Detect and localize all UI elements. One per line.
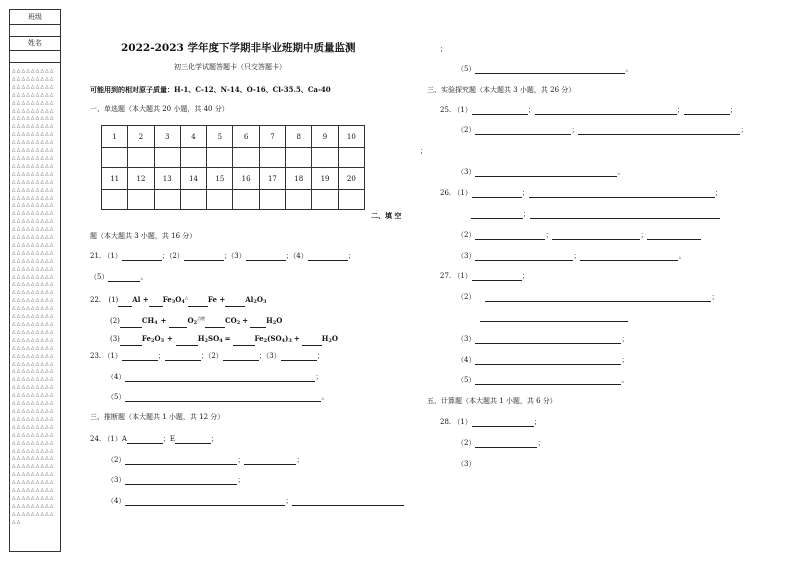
q-number: 20: [338, 168, 364, 190]
q22-blank[interactable]: [169, 319, 187, 328]
section1-title: 一、单选题（本大题共 20 小题，共 40 分）: [90, 105, 229, 113]
q-number: 2: [128, 126, 154, 148]
answer-cell[interactable]: [102, 148, 128, 168]
section5-title: 五、计算题（本大题共 1 小题，共 6 分）: [427, 397, 557, 405]
answer-cell[interactable]: [233, 148, 259, 168]
q26-line1: 26. （1） ； ；: [440, 189, 722, 197]
q22-blank[interactable]: [205, 319, 225, 328]
q21-blank2[interactable]: [184, 252, 224, 261]
grid-number-row: [102, 126, 365, 148]
q28-line1: 28. （1） ；: [440, 418, 541, 426]
q22-line2: (2) $CH_4 + O_2^{点燃}$ $CO_2 + H_2O$: [110, 316, 283, 326]
q26-blank[interactable]: [530, 210, 720, 219]
q-number: 1: [102, 126, 128, 148]
page-title: 2022-2023 学年度下学期非毕业班期中质量监测: [121, 42, 356, 54]
q27-line3: （3） ；: [457, 335, 629, 343]
q27-line5: （5） 。: [457, 376, 629, 384]
q24-blank-a[interactable]: [127, 435, 163, 444]
q-number: 10: [338, 126, 364, 148]
q-number: 6: [233, 126, 259, 148]
q-number: 17: [259, 168, 285, 190]
q28-blank[interactable]: [475, 439, 537, 448]
answer-cell[interactable]: [128, 148, 154, 168]
q26-blank[interactable]: [647, 231, 701, 240]
q23-blank4[interactable]: [125, 373, 315, 382]
q25-blank[interactable]: [578, 126, 740, 135]
page-mark: ；: [440, 45, 447, 53]
q21-line2: （5） 。: [90, 273, 148, 281]
q24-line2: （2） ； ；: [107, 456, 304, 464]
q23-5-line: （5） 。: [457, 65, 633, 73]
q26-blank[interactable]: [472, 189, 522, 198]
q26-line2: （2） ； ；: [457, 231, 701, 240]
q26-blank[interactable]: [471, 210, 523, 219]
q25-line1: 25. （1） ； ； ；: [440, 106, 737, 114]
q-number: 5: [207, 126, 233, 148]
section2-title-a: 二、填 空: [371, 211, 402, 220]
q25-blank[interactable]: [475, 126, 571, 135]
q24-line4: （4） ；: [107, 497, 404, 506]
q-number: 9: [312, 126, 338, 148]
q26-line1b: ；: [471, 210, 720, 219]
section4-title: 三、实验探究题（本大题共 3 小题，共 26 分）: [427, 86, 576, 94]
q26-blank[interactable]: [552, 231, 640, 240]
q22-blank[interactable]: [118, 298, 132, 307]
q24-blank[interactable]: [125, 476, 237, 485]
answer-cell[interactable]: [207, 148, 233, 168]
q-number: 4: [180, 126, 206, 148]
name-label: 姓名: [10, 36, 60, 51]
choice-answer-grid: [101, 125, 365, 210]
q24-line3: （3） ；: [107, 476, 245, 484]
grid-answer-row: [102, 190, 365, 210]
q27-extra-line[interactable]: [480, 321, 628, 322]
q27-blank[interactable]: [485, 293, 711, 302]
q26-blank[interactable]: [475, 252, 573, 261]
answer-cell[interactable]: [154, 148, 180, 168]
q26-line3: （3） ； 。: [457, 252, 686, 260]
q21-blank5[interactable]: [108, 273, 140, 282]
q-number: 3: [154, 126, 180, 148]
page-subtitle: 初三化学试题答题卡（只交答题卡）: [174, 63, 286, 71]
q22-blank[interactable]: [120, 337, 142, 346]
grid-number-row: [102, 168, 365, 190]
q22-blank[interactable]: [188, 298, 208, 307]
q23-blank[interactable]: [223, 352, 259, 361]
q27-line4: （4） ；: [457, 356, 629, 364]
q25-blank[interactable]: [535, 106, 677, 115]
q23-line4: （4） ；: [107, 373, 323, 381]
q22-blank[interactable]: [302, 337, 322, 346]
q22-blank[interactable]: [250, 319, 266, 328]
answer-cell[interactable]: [338, 190, 364, 210]
q22-blank[interactable]: [225, 298, 245, 307]
q26-blank[interactable]: [529, 189, 715, 198]
answer-cell[interactable]: [259, 190, 285, 210]
answer-cell[interactable]: [180, 190, 206, 210]
q21-blank3[interactable]: [246, 252, 286, 261]
answer-cell[interactable]: [180, 148, 206, 168]
q21-blank1[interactable]: [122, 252, 162, 261]
q-number: 7: [259, 126, 285, 148]
q-number: 16: [233, 168, 259, 190]
q25-blank[interactable]: [472, 106, 528, 115]
q-number: 15: [207, 168, 233, 190]
q24-line1: 24. （1）A ；E ；: [90, 435, 219, 443]
q-number: 12: [128, 168, 154, 190]
answer-cell[interactable]: [259, 148, 285, 168]
answer-cell[interactable]: [154, 190, 180, 210]
q23-blank[interactable]: [122, 352, 158, 361]
class-label: 班级: [10, 10, 60, 25]
binding-strip: [9, 9, 61, 552]
q23-5-blank[interactable]: [475, 65, 625, 74]
q25-line2: （2） ； ；: [457, 126, 748, 134]
name-field[interactable]: [10, 50, 60, 63]
answer-cell[interactable]: [338, 148, 364, 168]
q24-blank-e[interactable]: [175, 435, 211, 444]
atomic-masses: 可能用到的相对原子质量：H-1、C-12、N-14、O-16、Cl-35.5、Ca-40: [90, 85, 331, 94]
q21-line1: 21. （1） ；（2） ；（3） ；（4） ；: [90, 252, 355, 260]
q24-blank[interactable]: [125, 456, 237, 465]
q22-blank[interactable]: [233, 337, 255, 346]
answer-cell[interactable]: [312, 148, 338, 168]
q-number: 13: [154, 168, 180, 190]
q28-blank[interactable]: [472, 418, 534, 427]
q28-line2: （2） ；: [457, 439, 545, 447]
q26-blank[interactable]: [475, 231, 545, 240]
q23-line5: （5） 。: [107, 393, 329, 401]
q27-blank[interactable]: [475, 376, 621, 385]
q24-blank[interactable]: [292, 497, 404, 506]
q22-blank[interactable]: [120, 319, 142, 328]
answer-cell[interactable]: [286, 148, 312, 168]
answer-cell[interactable]: [312, 190, 338, 210]
q28-line3: （3）: [457, 460, 476, 468]
q27-blank[interactable]: [475, 356, 621, 365]
q26-blank[interactable]: [580, 252, 678, 261]
q24-blank[interactable]: [125, 497, 285, 506]
q23-blank5[interactable]: [125, 393, 321, 402]
section2-title-b: 题（本大题共 3 小题，共 16 分）: [90, 232, 197, 240]
answer-cell[interactable]: [128, 190, 154, 210]
q23-blank[interactable]: [165, 352, 201, 361]
section3-title: 三、推断题（本大题共 1 小题，共 12 分）: [90, 413, 225, 421]
answer-cell[interactable]: [233, 190, 259, 210]
binding-triangles: △△△△△△△△△△△△△△△△△△△△△△△△△△△△△△△△△△△△△△△△△△△△△△△△△△△△△△△△△△△△△△△△△△△△△△△△△△△△△△△△△△△△△△△△△△△△△△△△△△△△△△△△△△△△△△△△△△△△△△△△△△△△△△△△△△△△△△△△△△△△△△△△△△△△△△△△△△△△△△△△△△△△△△△△△△△△△△△△△△△△△△△△△△△△△△△△△△△△△△△△△△△△△△△△△△△△△△△△△△△△△△△△△△△△△△△△△△△△△△△△△△△△△△△△△△△△△△△△△△△△△△△△△△△△△△△△△△△△△△△△△△△△△△△△△△△△△△△△△△△△△△△△△△△△△△△△△△△△△△△△△△△△△△△△△△△△△△△△△△△△△△△△△△△△△△△△△△△△△△△△△△△△△△△△△△△△△△△△△△△△△△△△△△△△△△△△△△△△△△△△△△△△△△△△△△△△△△△△△△△△△△△△△△△△△△△△△△△△△△△△△△△△△△△△△△△△△△△△△△△△△△△△△△△△△△△△△△△△△△△△△△△△△△△△△△△△△△△△△△△△△△△△△△△△△△△△△△△: [12, 69, 55, 525]
q-number: 18: [286, 168, 312, 190]
q25-mark: ；: [420, 147, 427, 155]
answer-cell[interactable]: [207, 190, 233, 210]
q22-blank[interactable]: [176, 337, 198, 346]
q25-blank[interactable]: [684, 106, 730, 115]
q27-line1: 27. （1） ；: [440, 272, 529, 280]
grid-answer-row: [102, 148, 365, 168]
q27-blank[interactable]: [475, 335, 621, 344]
answer-cell[interactable]: [102, 190, 128, 210]
q24-blank[interactable]: [244, 456, 296, 465]
q25-blank[interactable]: [475, 168, 617, 177]
q-number: 11: [102, 168, 128, 190]
q-number: 14: [180, 168, 206, 190]
q-number: 8: [286, 126, 312, 148]
q27-blank[interactable]: [472, 272, 522, 281]
q-number: 19: [312, 168, 338, 190]
q21-blank4[interactable]: [308, 252, 348, 261]
q25-line3: （3） 。: [457, 168, 625, 176]
q23-line1: 23. （1） ； ；（2） ；（3） ；: [90, 352, 324, 360]
q23-blank[interactable]: [281, 352, 317, 361]
q22-line3: (3) $Fe_2O_3 + H_2SO_4 = Fe_2(SO_4)_3 + H_2O$: [110, 334, 338, 344]
q22-line1: 22. (1) $Al + Fe_3O_4^\triangle$ $Fe + Al_2O_3$: [90, 295, 267, 305]
answer-cell[interactable]: [286, 190, 312, 210]
q27-line2: （2） ；: [457, 293, 719, 301]
q22-blank[interactable]: [149, 298, 163, 307]
